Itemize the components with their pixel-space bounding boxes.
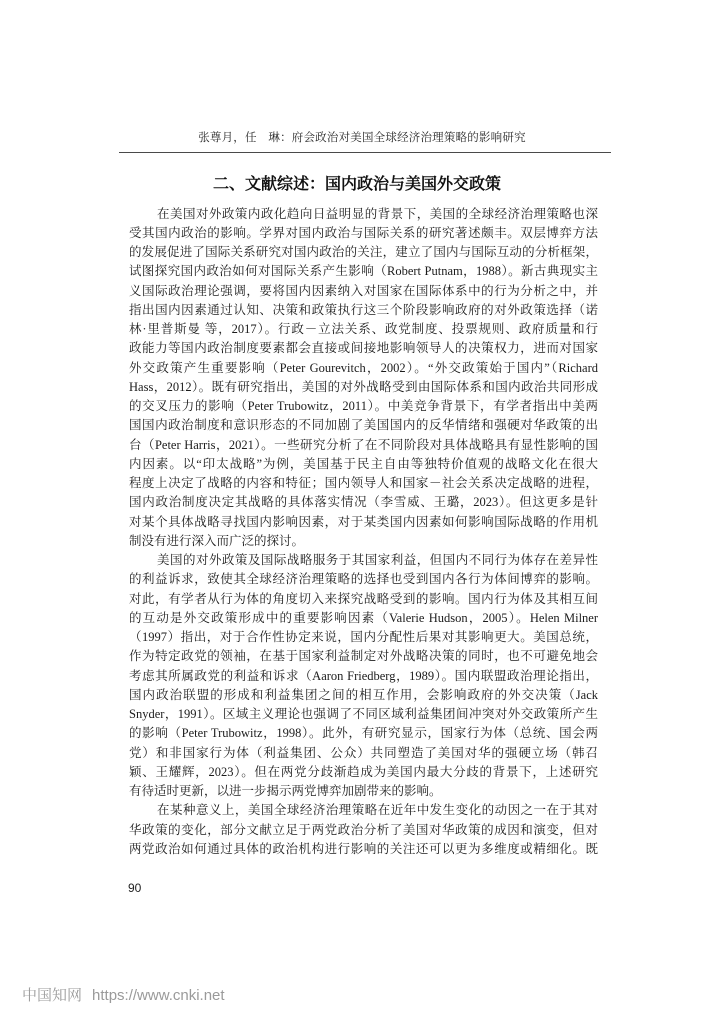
- paragraph-1-line: 在美国对外政策内政化趋向日益明显的背景下，美国的全球经济治理策略也深: [157, 206, 598, 221]
- paragraph-1-line: 的发展促进了国际关系研究对国内政治的关注，建立了国内与国际互动的分析框架，: [129, 245, 598, 259]
- watermark-brand: 中国知网: [22, 987, 83, 1004]
- paragraph-2-line: 党）和非国家行为体（利益集团、公众）共同塑造了美国对华的强硬立场（韩召: [129, 745, 598, 760]
- paragraph-1-line: 受其国内政治的影响。学界对国内政治与国际关系的研究著述颇丰。双层博弈方法: [129, 225, 598, 240]
- paragraph-1-line: 政能力等国内政治制度要素都会直接或间接地影响领导人的决策权力，进而对国家: [129, 341, 598, 356]
- paragraph-3-line: 两党政治如何通过具体的政治机构进行影响的关注还可以更为多维度或精细化。既: [129, 841, 598, 856]
- paragraph-1-line: 义国际政治理论强调，要将国内因素纳入对国家在国际体系中的行为分析之中，并: [129, 283, 598, 298]
- paragraph-1-line: 外交政策产生重要影响（Peter Gourevitch，2002）。“外交政策始于国内”（Richard: [129, 360, 598, 375]
- header-rule: [119, 152, 611, 153]
- paragraph-1-line: 对某个具体战略寻找国内影响因素，对于某类国内因素如何影响国际战略的作用机: [129, 514, 598, 529]
- paragraph-1-line: 国内政治制度决定其战略的具体落实情况（李雪威、王璐，2023）。但这更多是针: [129, 495, 598, 510]
- paragraph-1-line: 试图探究国内政治如何对国际关系产生影响（Robert Putnam，1988）。新古典现实主: [129, 264, 598, 279]
- paragraph-1-line: 的交叉压力的影响（Peter Trubowitz，2011）。中美竞争背景下，有学者指出中美两: [129, 399, 598, 413]
- paragraph-3-line: 在某种意义上，美国全球经济治理策略在近年中发生变化的动因之一在于其对: [157, 803, 598, 818]
- paragraph-1-line: 林·里普斯曼 等，2017）。行政－立法关系、政党制度、投票规则、政府质量和行: [129, 322, 598, 336]
- paragraph-2-line: 美国的对外政策及国际战略服务于其国家利益，但国内不同行为体存在差异性: [157, 553, 598, 567]
- body-text: [129, 205, 598, 860]
- paragraph-2-line: 的互动是外交政策形成中的重要影响因素（Valerie Hudson，2005）。Helen Milner: [129, 610, 598, 625]
- paragraph-2-line: Snyder，1991）。区域主义理论也强调了不同区域利益集团间冲突对外交政策所产生: [129, 707, 598, 721]
- paragraph-2-line: 颖、王耀辉，2023）。但在两党分歧渐趋成为美国内最大分歧的背景下，上述研究: [129, 764, 598, 779]
- running-header: 张尊月，任 琳：府会政治对美国全球经济治理策略的影响研究: [198, 132, 526, 144]
- section-heading: 二、文献综述：国内政治与美国外交政策: [213, 176, 502, 193]
- paragraph-1-line: 台（Peter Harris，2021）。一些研究分析了在不同阶段对具体战略具有显性影响的国: [129, 437, 598, 452]
- paragraph-2-line: 作为特定政党的领袖，在基于国家利益制定对外战略决策的同时，也不可避免地会: [129, 649, 598, 664]
- paragraph-1-line: Hass，2012）。既有研究指出，美国的对外战略受到由国际体系和国内政治共同形成: [129, 379, 598, 394]
- paragraph-2-line: 的影响（Peter Trubowitz，1998）。此外，有研究显示，国家行为体（总统、国会两: [129, 726, 598, 741]
- paragraph-1-line: 指出国内因素通过认知、决策和政策执行这三个阶段影响政府的对外政策选择（诺: [129, 302, 598, 317]
- paragraph-2-line: 国内政治联盟的形成和利益集团之间的相互作用，会影响政府的外交决策（Jack: [129, 687, 598, 702]
- watermark-url: https://www.cnki.net: [92, 987, 225, 1004]
- page-number: 90: [128, 881, 142, 895]
- paragraph-2-line: 的利益诉求，致使其全球经济治理策略的选择也受到国内各行为体间博弈的影响。: [129, 572, 598, 587]
- paragraph-2-line: 对此，有学者从行为体的角度切入来探究战略受到的影响。国内行为体及其相互间: [129, 591, 598, 606]
- paragraph-2-line: （1997）指出，对于合作性协定来说，国内分配性后果对其影响更大。美国总统，: [129, 630, 598, 644]
- paragraph-1-line: 制没有进行深入而广泛的探讨。: [129, 533, 305, 548]
- paragraph-1-line: 程度上决定了战略的内容和特征；国内领导人和国家－社会关系决定战略的进程，: [129, 476, 598, 490]
- paragraph-3-line: 华政策的变化，部分文献立足于两党政治分析了美国对华政策的成因和演变，但对: [129, 822, 598, 837]
- paragraph-2-line: 考虑其所属政党的利益和诉求（Aaron Friedberg，1989）。国内联盟政治理论指出，: [129, 668, 598, 683]
- cnki-watermark: [22, 987, 225, 1005]
- paragraph-1-line: 国国内政治制度和意识形态的不同加剧了美国国内的反华情绪和强硬对华政策的出: [129, 418, 598, 433]
- paragraph-1-line: 内因素。以“印太战略”为例，美国基于民主自由等独特价值观的战略文化在很大: [129, 456, 598, 471]
- paragraph-2-line: 有待适时更新，以进一步揭示两党博弈加剧带来的影响。: [129, 784, 442, 798]
